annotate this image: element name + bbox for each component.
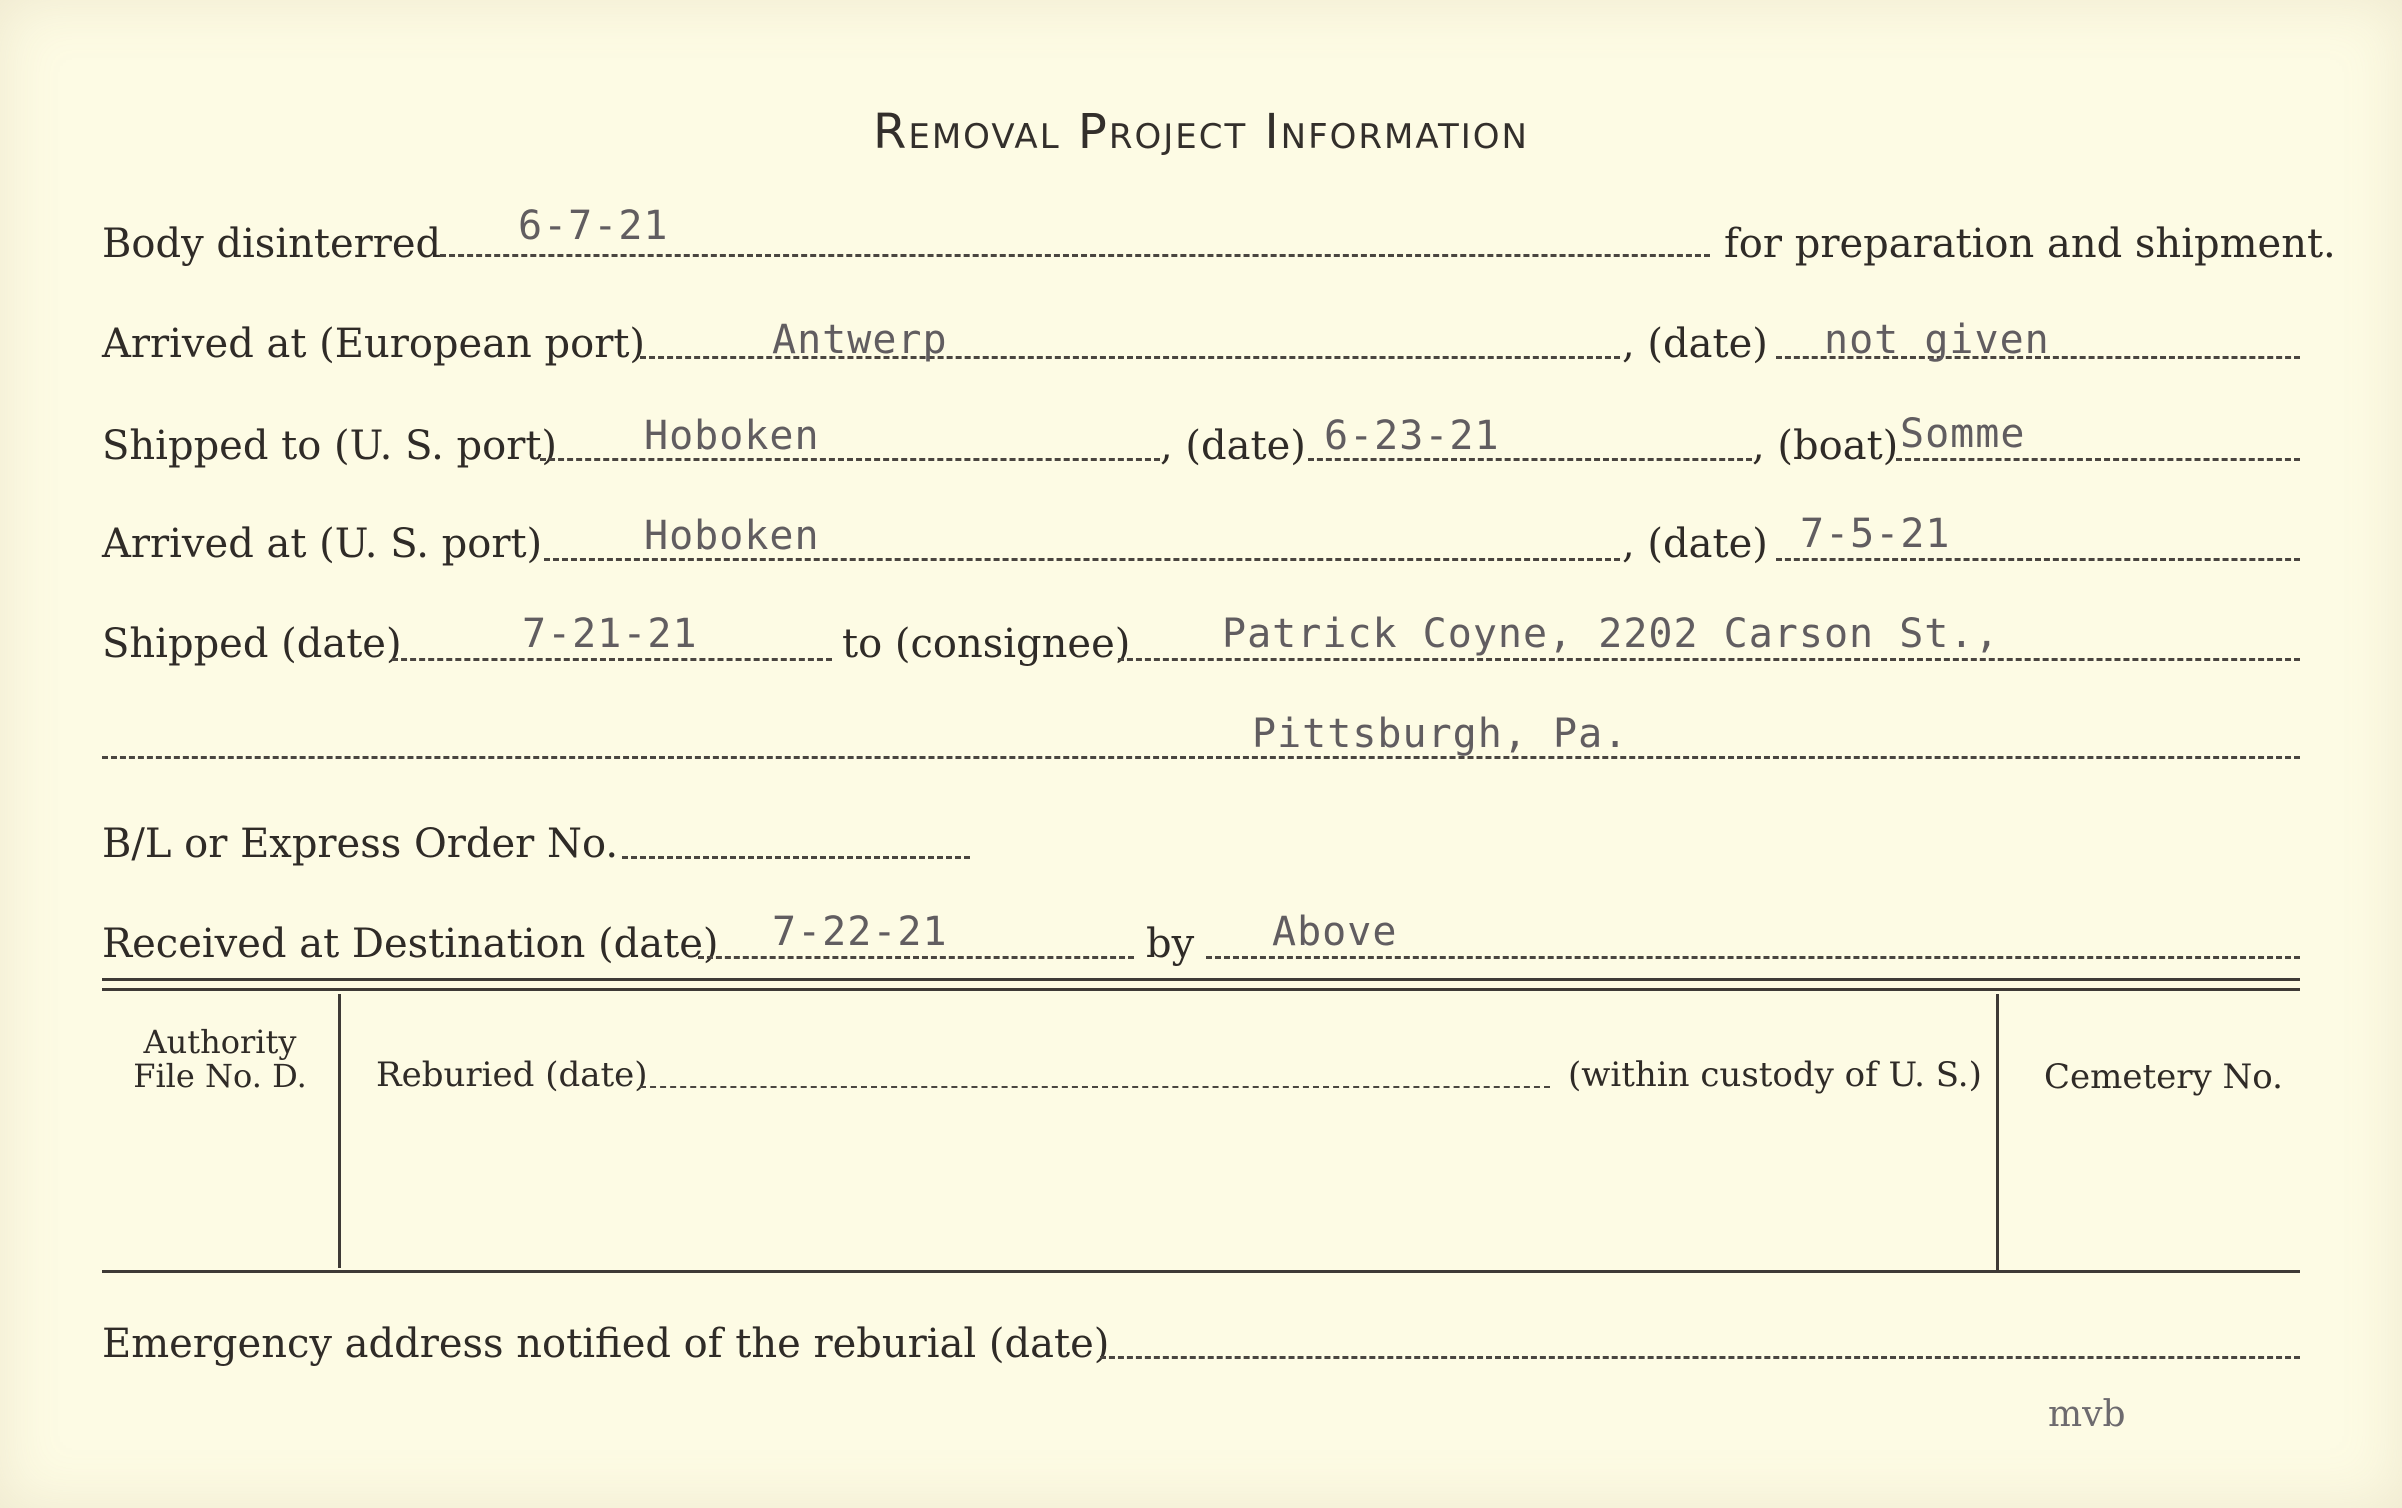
table-bottom-rule <box>102 1270 2300 1273</box>
custody-label: (within custody of U. S.) <box>1568 1055 1982 1095</box>
received-by-line <box>1206 956 2300 959</box>
shipped-us-value: Hoboken <box>644 413 820 459</box>
consignee-line <box>1118 658 2300 661</box>
arrived-europe-date-value: not given <box>1824 317 2050 363</box>
received-by-value: Above <box>1272 909 1398 955</box>
shipped-us-line <box>540 458 1160 461</box>
shipped-date-label: Shipped (date) <box>102 621 402 667</box>
clerk-initials: mvb <box>2048 1394 2126 1435</box>
consignee-label: to (consignee) <box>842 621 1131 667</box>
authority-line-2: File No. D. <box>133 1056 307 1095</box>
received-line <box>698 956 1134 959</box>
arrived-europe-date-label: , (date) <box>1622 321 1768 367</box>
bl-label: B/L or Express Order No. <box>102 821 619 867</box>
reburied-label: Reburied (date) <box>376 1055 648 1095</box>
shipped-date-line <box>392 658 832 661</box>
disinterred-label: Body disinterred <box>102 221 442 267</box>
received-by-label: by <box>1146 921 1195 967</box>
arrived-us-label: Arrived at (U. S. port) <box>102 521 543 567</box>
arrived-europe-value: Antwerp <box>772 317 948 363</box>
received-label: Received at Destination (date) <box>102 921 719 967</box>
arrived-us-date-value: 7-5-21 <box>1800 511 1951 557</box>
disinterred-value: 6-7-21 <box>518 203 669 249</box>
shipped-us-date-label: , (date) <box>1160 423 1306 469</box>
shipped-us-boat-label: , (boat) <box>1752 423 1899 469</box>
table-top-rule-1 <box>102 978 2300 981</box>
table-divider-right <box>1996 994 1999 1270</box>
consignee-line-2 <box>102 756 2300 759</box>
disinterred-suffix: for preparation and shipment. <box>1724 221 2336 267</box>
emergency-line <box>1100 1356 2300 1359</box>
reburied-line <box>640 1086 1550 1088</box>
emergency-label: Emergency address notified of the reburial (date) <box>102 1321 1110 1367</box>
authority-header <box>110 1023 330 1095</box>
card-title: Removal Project Information <box>873 104 1529 160</box>
arrived-us-date-line <box>1776 558 2300 561</box>
authority-line-1: Authority <box>143 1023 297 1061</box>
shipped-us-boat-line <box>1896 458 2300 461</box>
arrived-us-value: Hoboken <box>644 513 820 559</box>
received-value: 7-22-21 <box>772 909 948 955</box>
cemetery-label: Cemetery No. <box>2044 1057 2283 1097</box>
shipped-date-value: 7-21-21 <box>522 611 698 657</box>
shipped-us-date-value: 6-23-21 <box>1324 413 1500 459</box>
shipped-us-label: Shipped to (U. S. port) <box>102 423 557 469</box>
consignee-value: Patrick Coyne, 2202 Carson St., <box>1222 611 2000 657</box>
table-top-rule-2 <box>102 988 2300 991</box>
table-divider-left <box>338 994 341 1268</box>
arrived-europe-label: Arrived at (European port) <box>102 321 646 367</box>
shipped-us-boat-value: Somme <box>1900 411 2026 457</box>
consignee-value-2: Pittsburgh, Pa. <box>1252 711 1629 757</box>
arrived-us-date-label: , (date) <box>1622 521 1768 567</box>
bl-line <box>622 856 970 859</box>
disinterred-line <box>440 254 1710 257</box>
